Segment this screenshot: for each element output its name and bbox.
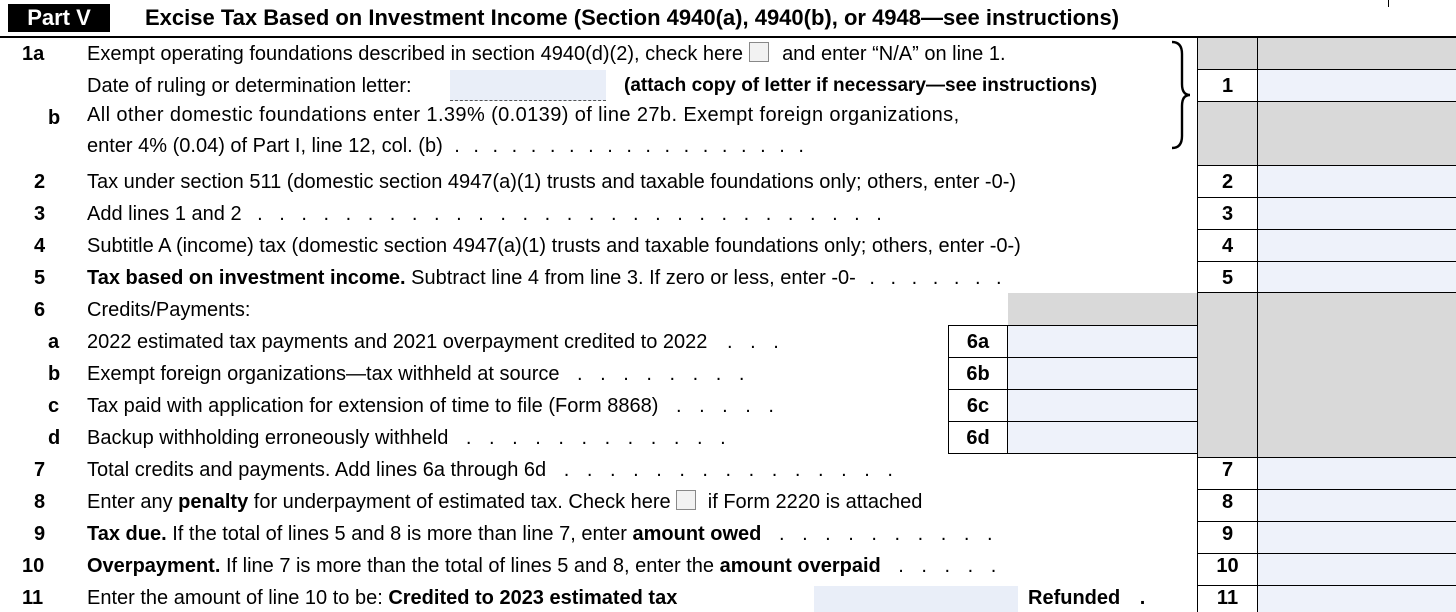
line-9-label: If the total of lines 5 and 8 is more than line 7, enter — [172, 523, 627, 545]
line-1b-text-2a: enter 4% (0.04) of Part I, line 12, col. (b) — [87, 135, 443, 157]
rule-h — [1197, 165, 1456, 166]
amount-line-8[interactable] — [1258, 490, 1456, 521]
line-6c-text — [87, 394, 780, 418]
line-1b-dots: . . . . . . . . . . . . . . . . . . . — [454, 135, 808, 157]
line-6a-label: 2022 estimated tax payments and 2021 overpayment credited to 2022 — [87, 331, 708, 353]
box-label-3: 3 — [1221, 203, 1234, 225]
credited-2023-input[interactable] — [814, 586, 1018, 612]
line-8-text-mid: for underpayment of estimated tax. Check here — [253, 491, 671, 513]
box-label-2: 2 — [1221, 171, 1234, 193]
amount-line-3[interactable] — [1258, 198, 1456, 229]
line-10-text — [87, 554, 1002, 578]
refunded-label: Refunded — [1028, 587, 1121, 609]
line-number: 1a — [22, 43, 45, 65]
line-5-dots: . . . . . . . — [869, 267, 1007, 289]
line-letter: a — [48, 331, 60, 353]
rule-h — [1197, 261, 1456, 262]
line-7-label: Total credits and payments. Add lines 6a through 6d — [87, 459, 547, 481]
box-label-8: 8 — [1221, 491, 1234, 513]
line-6-text: Credits/Payments: — [87, 299, 251, 321]
amount-line-11[interactable] — [1258, 586, 1456, 612]
line-letter: b — [48, 107, 61, 129]
line-6d-text — [87, 426, 732, 450]
rule-h — [1197, 197, 1456, 198]
line-3-text — [87, 202, 887, 226]
line-letter: c — [48, 395, 60, 417]
line-number: 9 — [34, 523, 46, 545]
rule-h — [948, 421, 1198, 422]
shade-1b — [1198, 102, 1456, 165]
amount-line-6d[interactable] — [1008, 422, 1198, 453]
box-label-6b: 6b — [966, 363, 990, 385]
line-8-text — [87, 490, 922, 514]
line-5-bold: Tax based on investment income. — [87, 267, 406, 289]
line-number: 10 — [22, 555, 45, 577]
line-1a-date-label: Date of ruling or determination letter: — [87, 75, 412, 97]
line-7-text — [87, 458, 899, 482]
line-1a-date-note: (attach copy of letter if necessary—see instructions) — [624, 75, 1098, 96]
line-9-bold2: amount owed — [632, 523, 762, 545]
amount-line-5[interactable] — [1258, 262, 1456, 293]
line-11-label: Enter the amount of line 10 to be: — [87, 587, 383, 609]
line-9-text — [87, 522, 999, 546]
box-label-9: 9 — [1221, 523, 1234, 545]
box-label-4: 4 — [1221, 235, 1234, 257]
line-8-text-pre: Enter any — [87, 491, 173, 513]
line-11-refunded — [1028, 586, 1145, 610]
line-11-bold: Credited to 2023 estimated tax — [388, 587, 678, 609]
part-header — [0, 0, 1456, 38]
line-10-dots: . . . . . — [898, 555, 1003, 577]
line-1b-text-1: All other domestic foundations enter 1.39% (0.0139) of line 27b. Exempt foreign organizations, — [87, 104, 960, 126]
amount-line-9[interactable] — [1258, 522, 1456, 553]
amount-line-6b[interactable] — [1008, 358, 1198, 389]
form-2220-checkbox[interactable] — [676, 490, 696, 510]
box-label-1: 1 — [1221, 75, 1234, 97]
amount-line-6c[interactable] — [1008, 390, 1198, 421]
shade-6-right — [1198, 293, 1456, 457]
amount-line-7[interactable] — [1258, 458, 1456, 489]
rule-h — [948, 453, 1198, 454]
line-1a-text-post: and enter “N/A” on line 1. — [782, 43, 1006, 65]
line-11-dots: . — [1139, 587, 1146, 609]
line-1a-text-pre: Exempt operating foundations described in section 4940(d)(2), check here — [87, 43, 743, 65]
line-9-dots: . . . . . . . . . . — [778, 523, 999, 545]
shade-top — [1198, 38, 1456, 70]
line-1b-text-2 — [87, 134, 808, 158]
rule-h — [1197, 229, 1456, 230]
line-6a-text — [87, 330, 785, 354]
line-8-text-post: if Form 2220 is attached — [707, 491, 923, 513]
line-number: 4 — [34, 235, 46, 257]
box-label-10: 10 — [1216, 555, 1239, 577]
amount-line-1[interactable] — [1258, 70, 1456, 102]
line-number: 5 — [34, 267, 46, 289]
line-number: 7 — [34, 459, 46, 481]
line-3-label: Add lines 1 and 2 — [87, 203, 242, 225]
line-1a-checkbox[interactable] — [749, 42, 769, 62]
rule-h — [948, 389, 1198, 390]
line-5-text — [87, 266, 1007, 290]
line-10-label: If line 7 is more than the total of lines 5 and 8, enter the — [225, 555, 715, 577]
line-6c-label: Tax paid with application for extension of time to file (Form 8868) — [87, 395, 659, 417]
rule-h — [1197, 69, 1456, 70]
rule-v-amount — [1257, 38, 1258, 612]
line-letter: b — [48, 363, 61, 385]
line-6d-label: Backup withholding erroneously withheld — [87, 427, 449, 449]
line-number: 2 — [34, 171, 46, 193]
box-label-6d: 6d — [966, 427, 990, 449]
line-6b-text — [87, 362, 750, 386]
rule-h — [948, 325, 1198, 326]
line-9-bold: Tax due. — [87, 523, 167, 545]
line-2-text: Tax under section 511 (domestic section 4947(a)(1) trusts and taxable foundations only; others, enter -0-) — [87, 171, 1017, 193]
line-number: 8 — [34, 491, 46, 513]
line-letter: d — [48, 427, 61, 449]
line-11-text — [87, 586, 677, 610]
part-title: Excise Tax Based on Investment Income (Section 4940(a), 4940(b), or 4948—see instructions) — [145, 5, 1120, 30]
line-6d-dots: . . . . . . . . . . . . — [465, 427, 732, 449]
line-10-bold2: amount overpaid — [719, 555, 881, 577]
line-number: 3 — [34, 203, 46, 225]
amount-line-4[interactable] — [1258, 230, 1456, 261]
line-6a-dots: . . . — [726, 331, 785, 353]
box-label-7: 7 — [1221, 459, 1234, 481]
line-10-bold: Overpayment. — [87, 555, 221, 577]
line-5-label: Subtract line 4 from line 3. If zero or less, enter -0- — [411, 267, 856, 289]
line-1a-text — [87, 42, 1006, 66]
box-label-5: 5 — [1221, 267, 1234, 289]
line-8-bold: penalty — [178, 491, 249, 513]
line-6b-dots: . . . . . . . . — [577, 363, 751, 385]
amount-line-10[interactable] — [1258, 554, 1456, 585]
box-label-6a: 6a — [966, 331, 990, 353]
rule-h — [1197, 292, 1456, 293]
ruling-date-input[interactable] — [450, 70, 606, 101]
part-label: Part V — [8, 4, 110, 32]
brace-icon — [1168, 40, 1192, 150]
amount-line-6a[interactable] — [1008, 326, 1198, 357]
line-3-dots: . . . . . . . . . . . . . . . . . . . . . . . . . . . . . — [257, 203, 888, 225]
rule-h — [948, 357, 1198, 358]
line-number: 11 — [22, 587, 44, 609]
box-label-6c: 6c — [966, 395, 990, 417]
line-number: 6 — [34, 299, 46, 321]
line-4-text: Subtitle A (income) tax (domestic section 4947(a)(1) trusts and taxable foundations only; others, enter -0-) — [87, 235, 1021, 257]
line-6b-label: Exempt foreign organizations—tax withheld at source — [87, 363, 560, 385]
rule-h — [1197, 101, 1456, 102]
box-label-11: 11 — [1216, 587, 1239, 609]
amount-line-2[interactable] — [1258, 166, 1456, 198]
shade-6-header — [1008, 293, 1198, 325]
header-tick — [1388, 0, 1389, 7]
line-6c-dots: . . . . . — [675, 395, 780, 417]
line-7-dots: . . . . . . . . . . . . . . . — [563, 459, 899, 481]
